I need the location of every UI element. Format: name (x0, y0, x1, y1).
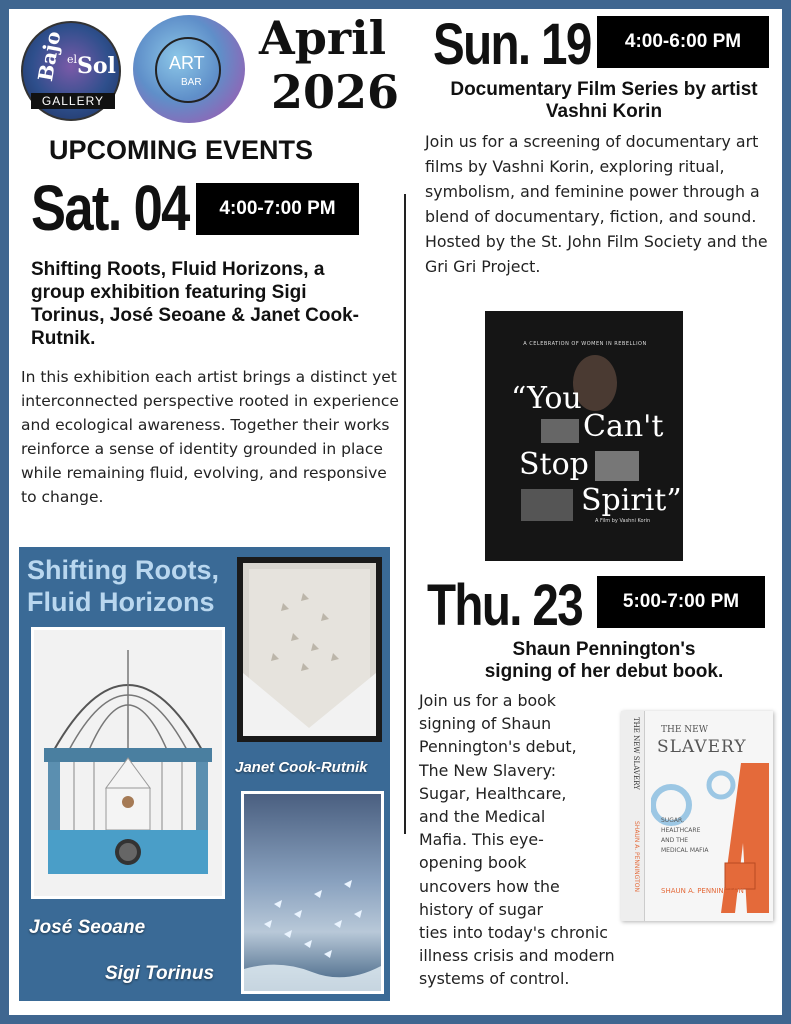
book-title-line2: SLAVERY (657, 737, 747, 757)
year-heading: 2026 (271, 65, 400, 119)
event-3-line-1: Join us for a book (419, 691, 556, 710)
event-3-line-3: Pennington's debut, (419, 737, 577, 757)
event-2-date: Sun. 19 (433, 12, 591, 77)
event-3-line-8: opening book (419, 853, 527, 873)
flyer-page (9, 9, 782, 1015)
film-poster-word-spirit: Spirit” (581, 483, 682, 518)
event-1-title: Shifting Roots, Fluid Horizons, a group exhibition featuring Sigi Torinus, José Seoane & Janet Cook-Rutnik. (31, 259, 360, 349)
event-3-line-7: Mafia. This eye- (419, 830, 544, 850)
event-3-line-9: uncovers how the (419, 876, 560, 896)
bajo-el-sol-logo (21, 21, 121, 121)
event-3-line-2: signing of Shaun (419, 714, 552, 734)
book-spine-title: THE NEW SLAVERY (632, 717, 640, 790)
book-subtitle-1: SUGAR, (661, 817, 685, 824)
caption-sigi-torinus: Sigi Torinus (105, 963, 215, 984)
event-1-description: In this exhibition each artist brings a distinct yet interconnected perspective rooted in experience and ecological awareness. Together their works reinforce a sense of identity grounded in place while remaining fluid, evolving, and responsive to change. (21, 368, 399, 506)
caption-jose-seoane: José Seoane (29, 917, 146, 938)
event-3-time: 5:00-7:00 PM (597, 576, 765, 628)
event-2-time: 4:00-6:00 PM (597, 16, 769, 68)
event-3-line-13: systems of control. (419, 969, 570, 989)
janet-cook-rutnik-artwork (237, 557, 382, 742)
sky-birds-illustration (244, 794, 381, 991)
event-1-date: Sat. 04 (31, 172, 189, 244)
logo-text-art: ART (169, 53, 205, 73)
film-poster-tagline: A CELEBRATION OF WOMEN IN REBELLION (523, 341, 647, 347)
event-3-line-4: The New Slavery: (419, 760, 557, 780)
book-subtitle-4: MEDICAL MAFIA (661, 847, 709, 854)
logo-text-el: el (67, 53, 78, 66)
book-author: SHAUN A. PENNINGTON (661, 887, 744, 895)
sigi-torinus-artwork (241, 791, 384, 994)
event-2-description: Join us for a screening of documentary art films by Vashni Korin, exploring ritual, symbolism, and feminine power through a blend of documentary, fiction, and sound. Hosted by the St. John Film Society and the Gri Gri Project. (425, 132, 768, 276)
art-bar-logo (133, 15, 245, 123)
event-3-line-10: history of sugar (419, 899, 544, 919)
exhibition-panel-title-2: Fluid Horizons (27, 587, 215, 617)
book-subtitle-3: AND THE (661, 837, 689, 844)
film-poster-credit: A Film by Vashni Korin (595, 518, 651, 524)
event-3-line-6: and the Medical (419, 807, 546, 827)
book-subtitle-2: HEALTHCARE (661, 827, 701, 834)
logo-text-gallery: GALLERY (31, 93, 115, 109)
event-3-line-5: Sugar, Healthcare, (419, 783, 567, 803)
event-3-line-12: illness crisis and modern (419, 946, 615, 966)
film-poster-word-stop: Stop (519, 447, 589, 482)
event-3-title-line1: Shaun Pennington's (512, 639, 696, 660)
book-spine-author: SHAUN A. PENNINGTON (633, 821, 640, 892)
upcoming-events-heading: UPCOMING EVENTS (49, 135, 314, 165)
film-poster-still-1 (541, 419, 579, 443)
film-poster-still-3 (521, 489, 573, 521)
book-spine (621, 711, 645, 921)
logo-text-bar: BAR (181, 77, 202, 88)
event-3-line-11: ties into today's chronic (419, 923, 608, 943)
exhibition-panel (19, 547, 390, 1001)
film-poster-still-2 (595, 451, 639, 481)
column-divider (404, 194, 406, 834)
film-poster-word-you: “You (511, 381, 582, 416)
event-1-time: 4:00-7:00 PM (196, 183, 359, 235)
book-title-line1: THE NEW (661, 725, 708, 735)
paper-artwork-illustration (243, 563, 376, 736)
book-cover (621, 711, 773, 921)
exhibition-panel-title-1: Shifting Roots, (27, 555, 219, 585)
birdcage-illustration (34, 630, 222, 896)
film-poster (485, 311, 683, 561)
event-3-title-line2: signing of her debut book. (484, 661, 724, 682)
event-3-date: Thu. 23 (427, 573, 583, 638)
month-heading: April (259, 11, 387, 65)
logo-text-bajo: Bajo (33, 29, 66, 84)
jose-seoane-artwork (31, 627, 225, 899)
logo-text-sol: Sol (77, 53, 116, 79)
event-2-title: Documentary Film Series by artist Vashni Korin (450, 79, 758, 122)
caption-janet-cook-rutnik: Janet Cook-Rutnik (235, 759, 368, 776)
film-poster-word-cant: Can't (583, 409, 664, 444)
